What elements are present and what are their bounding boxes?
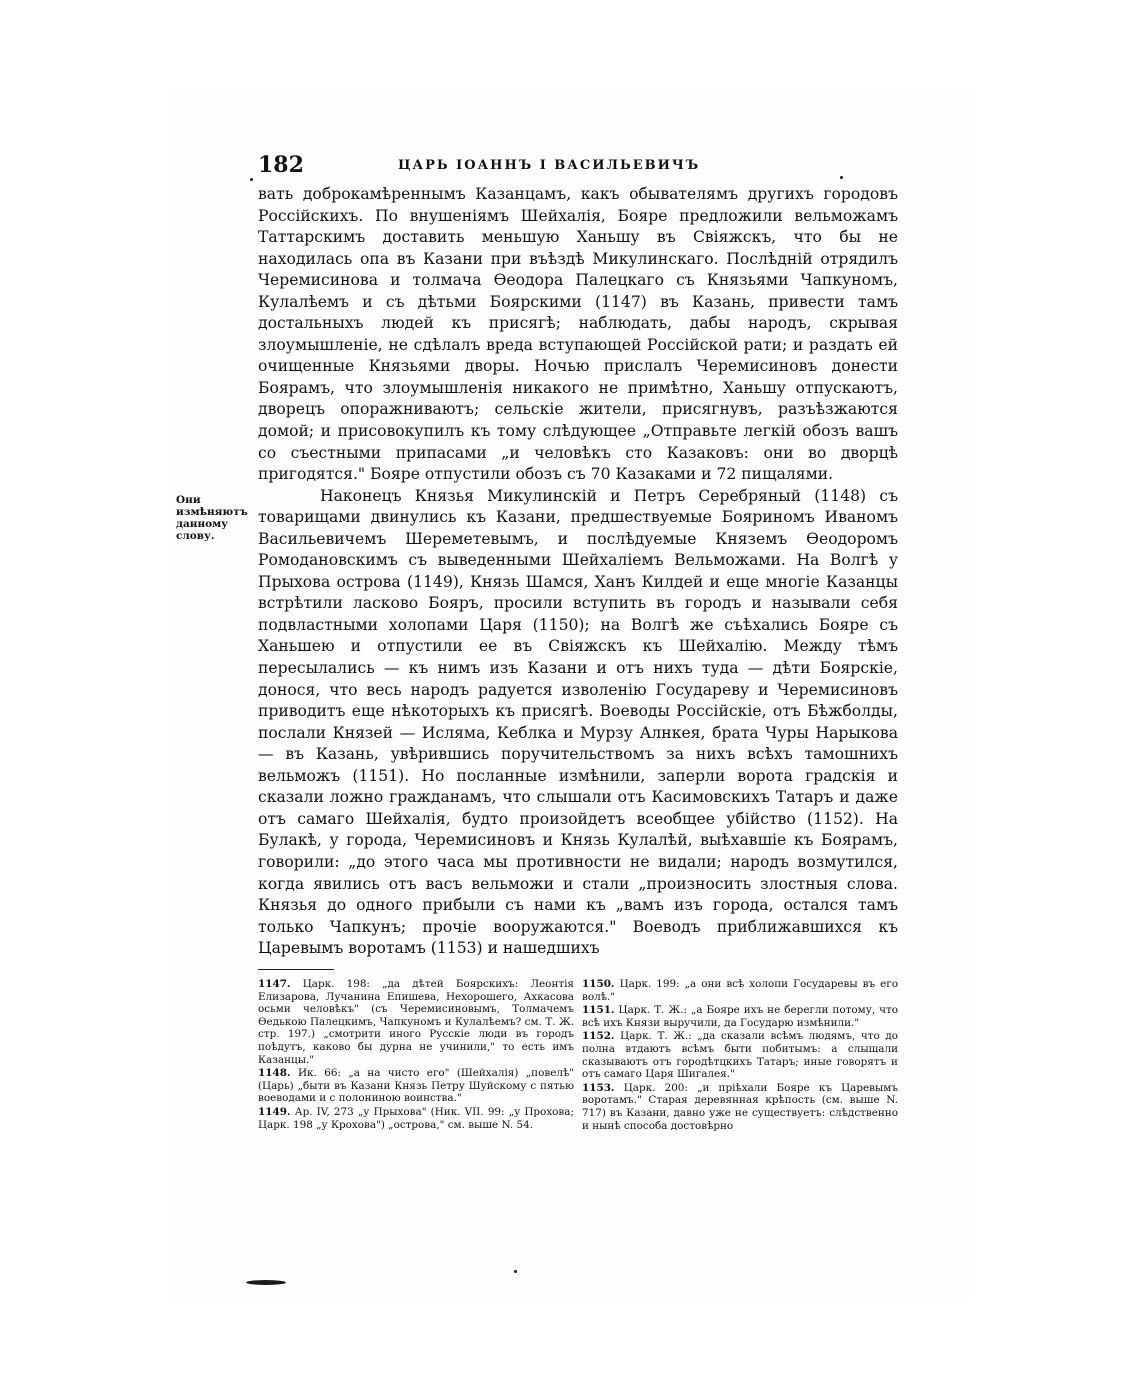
footnote-number: 1147.	[258, 978, 291, 990]
footnote	[258, 1106, 574, 1131]
footnote-text: Царк. Т. Ж.: „а Бояре ихъ не берегли потому, что всѣ ихъ Князи выручили, да Государю измѣнили."	[582, 1004, 898, 1029]
running-title: ЦАРЬ ІОАННЪ І ВАСИЛЬЕВИЧЪ	[398, 158, 701, 173]
paragraph: Наконецъ Князья Микулинскій и Петръ Серебряный (1148) съ товарищами двинулись къ Казани, предшествуемые Бояриномъ Иваномъ Васильевичемъ Шереметевымъ, и послѣдуемые Княземъ Ѳеодоромъ Ромодановскимъ съ выведенными Шейхаліемъ Вельможами. На Волгѣ у Прыхова острова (1149), Князь Шамся, Ханъ Килдей и еще многіе Казанцы встрѣтили ласково Бояръ, просили вступить въ городъ и называли себя подвластными холопами Царя (1150); на Волгѣ же съѣхались Бояре съ Ханьшею и отпустили ее въ Свіяжскъ къ Шейхалію. Между тѣмъ пересылались — къ нимъ изъ Казани и отъ нихъ туда — дѣти Боярскіе, донося, что весь народъ радуется изволенію Государеву и Черемисиновъ приводитъ еще нѣкоторыхъ къ присягѣ. Воеводы Россійскіе, отъ Бѣжболды, послали Князей — Исляма, Кеблка и Мурзу Алнкея, брата Чуры Нарыкова — въ Казань, увѣрившись поручительствомъ за нихъ всѣхъ тамошнихъ вельможъ (1151). Но посланные измѣнили, заперли ворота градскія и сказали ложно гражданамъ, что слышали отъ Касимовскихъ Татаръ и даже отъ самаго Шейхалія, будто произойдетъ всеобщее убійство (1152). На Булакѣ, у города, Черемисиновъ и Князь Кулалѣй, выѣхавшіе къ Боярамъ, говорили: „до этого часа мы противности не видали; народъ возмутился, когда явились отъ васъ вельможи и стали „произносить злостныя слова. Князья до одного прибыли съ нами къ „вамъ изъ города, остался тамъ только Чапкунъ; прочіе вооружаются." Воеводъ приближавшихся къ Царевымъ воротамъ (1153) и нашедшихъ	[258, 486, 898, 958]
ink-speck	[840, 176, 843, 179]
footnote	[582, 1004, 898, 1029]
main-text	[258, 184, 898, 960]
footnote-text: Царк. 198: „да дѣтей Боярскихъ: Леонтія Елизарова, Лучанина Епишева, Нехорошего, Ахкасова осьми человѣкъ" (съ Черемисиновымъ, Толмачемъ Ѳедькою Палецкимъ, Чапкуномъ и Кулалѣемъ? см. Т. Ж. стр. 197.) „смотрити иного Русскіе люди въ городъ поѣдутъ, каково бы дурна не учинили," то есть имъ Казанцы."	[258, 978, 574, 1066]
ink-blot	[246, 1280, 286, 1285]
footnote-number: 1149.	[258, 1105, 291, 1118]
paragraph: вать доброкамѣреннымъ Казанцамъ, какъ обывателямъ другихъ городовъ Россійскихъ. По внушеніямъ Шейхалія, Бояре предложили вельможамъ Таттарскимъ доставить меньшую Ханьшу въ Свіяжскъ, что бы не находилась опа въ Казани при въѣздѣ Микулинскаго. Послѣдній отрядилъ Черемисинова и толмача Ѳеодора Палецкаго съ Князьями Чапкуномъ, Кулалѣемъ и съ дѣтьми Боярскими (1147) въ Казань, привести тамъ достальныхъ людей къ присягѣ; наблюдать, дабы народъ, скрывая злоумышленіе, не сдѣлалъ вреда вступающей Россійской рати; и раздать ей очищенные Князьями дворы. Ночью прислалъ Черемисиновъ донести Боярамъ, что злоумышленія никакого не примѣтно, Ханьшу отпускаютъ, дворецъ опоражниваютъ; сельскіе жители, присягнувъ, разъѣзжаются домой; и присовокупилъ къ тому слѣдующее „Отправьте легкій обозъ вашъ со съестными припасами „и человѣкъ сто Казаковъ: они во дворцѣ пригодятся." Бояре отпустили обозъ съ 70 Казаками и 72 пищалями.	[258, 185, 898, 484]
footnote-number: 1150.	[582, 978, 615, 990]
footnote-column-right	[582, 978, 898, 1178]
footnote-text: Царк. 199: „а они всѣ холопи Государевы въ его волѣ."	[582, 978, 898, 1003]
page-header	[258, 150, 898, 186]
ink-speck	[250, 178, 253, 181]
footnote-column-left	[258, 978, 574, 1178]
footnote-text: Царк. 200: „и пріѣхали Бояре къ Царевымъ воротамъ." Старая деревянная крѣпость (см. выше N. 717) въ Казани, давно уже не существуетъ: слѣдственно и нынѣ способа достовѣрно	[582, 1081, 898, 1132]
page-number: 182	[258, 152, 304, 178]
footnote-number: 1152.	[582, 1030, 615, 1043]
ink-speck	[514, 1270, 517, 1273]
footnote-text: Царк. Т. Ж.: „да сказали всѣмъ людямъ, что до полна втдаютъ всѣмъ быти побитымъ: а слышали сказываютъ отъ городѣтцкихъ Татаръ; иные говорятъ и отъ самаго Царя Шигалея."	[582, 1030, 898, 1081]
footnote-number: 1153.	[582, 1081, 615, 1094]
footnote-text: Ик. 66: „а на чисто его" (Шейхалія) „повелѣ" (Царь) „быти въ Казани Князь Петру Шуйскому с пятью воеводами и с полониною воинства."	[258, 1067, 574, 1105]
footnote	[582, 1082, 898, 1132]
footnote-divider	[258, 969, 334, 970]
footnote-text: Ар. IV, 273 „у Прыхова" (Ник. VII. 99: „у Прохова; Царк. 198 „у Крохова") „острова," см. выше N. 54.	[258, 1105, 574, 1131]
footnotes	[258, 978, 898, 1178]
footnote-number: 1148.	[258, 1067, 291, 1080]
footnote	[582, 978, 898, 1003]
footnote	[582, 1030, 898, 1080]
footnote	[258, 1067, 574, 1105]
margin-note: Они измѣняютъ данному слову.	[176, 494, 248, 542]
footnote	[258, 978, 574, 1066]
footnote-number: 1151.	[582, 1004, 615, 1017]
